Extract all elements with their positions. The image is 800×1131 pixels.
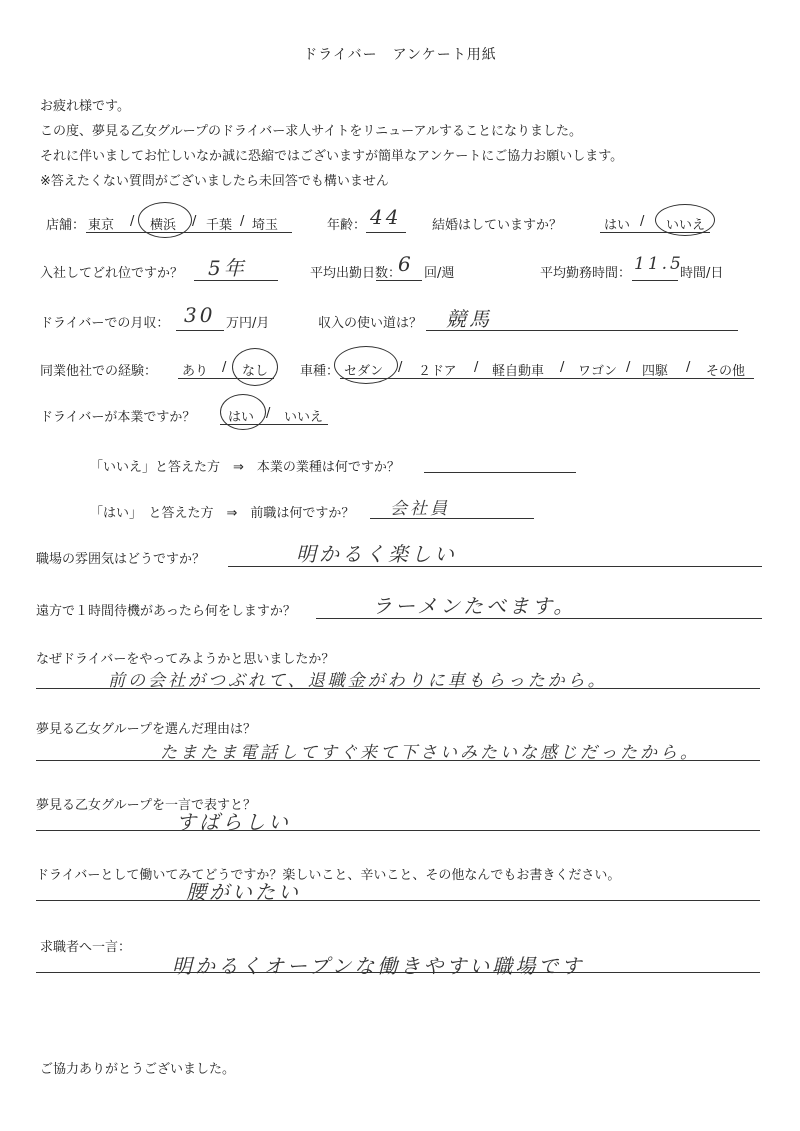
married-label: 結婚はしていますか？ xyxy=(432,218,563,233)
car-option-2door: ２ドア xyxy=(418,364,457,379)
intro-line: この度、夢見る乙女グループのドライバー求人サイトをリニューアルすることになりました。 xyxy=(40,124,582,139)
store-separator: / xyxy=(130,214,135,229)
if-no-label: 「いいえ」と答えた方 ⇒ 本業の業種は何ですか？ xyxy=(90,460,400,475)
experience-underline xyxy=(178,378,274,379)
car-separator: / xyxy=(398,360,403,375)
car-label: 車種： xyxy=(300,364,340,379)
q-oneword-underline xyxy=(36,830,760,831)
main-job-option-no: いいえ xyxy=(284,410,324,425)
q-feel-label: ドライバーとして働いてみてどうですか？楽しいこと、辛いこと、その他なんでもお書きください。 xyxy=(36,868,621,883)
tenure-label: 入社してどれ位ですか？ xyxy=(40,266,184,281)
main-job-label: ドライバーが本業ですか？ xyxy=(40,410,196,425)
avg-hours-answer: 11.5 xyxy=(634,254,684,274)
income-answer: 30 xyxy=(184,303,216,327)
married-separator: / xyxy=(640,214,645,229)
q-why-label: なぜドライバーをやってみようかと思いましたか？ xyxy=(36,652,335,667)
age-underline xyxy=(366,232,406,233)
experience-separator: / xyxy=(222,360,227,375)
store-label: 店舗： xyxy=(46,218,86,233)
q-why-answer: 前の会社がつぶれて、退職金がわりに車もらったから。 xyxy=(108,671,608,691)
experience-option-yes: あり xyxy=(182,364,209,379)
q-oneword-label: 夢見る乙女グループを一言で表すと？ xyxy=(36,798,256,813)
q-atmosphere-label: 職場の雰囲気はどうですか？ xyxy=(36,552,206,567)
q-wait-answer: ラーメンたべます。 xyxy=(372,594,577,618)
main-job-separator: / xyxy=(266,406,271,421)
q-atmosphere-underline xyxy=(228,566,762,567)
avg-hours-label: 平均勤務時間： xyxy=(540,266,632,281)
q-reason-answer: たまたま電話してすぐ来て下さいみたいな感じだったから。 xyxy=(160,743,700,763)
car-separator: / xyxy=(686,360,691,375)
q-reason-underline xyxy=(36,760,760,761)
car-option-kei: 軽自動車 xyxy=(492,364,545,379)
age-answer: 44 xyxy=(370,205,402,229)
form-title: ドライバー アンケート用紙 xyxy=(303,47,497,63)
q-feel-answer: 腰がいたい xyxy=(186,880,301,904)
age-label: 年齢： xyxy=(327,218,367,233)
avg-days-underline xyxy=(376,280,422,281)
income-label: ドライバーでの月収： xyxy=(40,316,170,331)
intro-line: ※答えたくない質問がございましたら未回答でも構いません xyxy=(40,174,389,189)
q-message-answer: 明かるくオープンな働きやすい職場です xyxy=(172,954,585,978)
if-yes-answer: 会社員 xyxy=(390,499,450,519)
q-atmosphere-answer: 明かるく楽しい xyxy=(296,542,457,566)
car-separator: / xyxy=(474,360,479,375)
car-option-sedan: セダン xyxy=(344,364,384,379)
avg-days-answer: 6 xyxy=(398,252,414,276)
q-oneword-answer: すばらしい xyxy=(176,810,291,834)
usage-label: 収入の使い道は？ xyxy=(318,316,423,331)
income-unit: 万円/月 xyxy=(226,316,270,331)
usage-answer: 競馬 xyxy=(446,307,492,331)
q-message-underline xyxy=(36,972,760,973)
store-underline xyxy=(86,232,292,233)
car-option-other: その他 xyxy=(706,364,746,379)
q-why-underline xyxy=(36,688,760,689)
car-separator: / xyxy=(626,360,631,375)
experience-label: 同業他社での経験： xyxy=(40,364,158,379)
store-option-saitama: 埼玉 xyxy=(252,218,279,233)
store-separator: / xyxy=(240,214,245,229)
intro-line: それに伴いましてお忙しいなか誠に恐縮ではございますが簡単なアンケートにご協力お願いします。 xyxy=(40,149,624,164)
married-option-no: いいえ xyxy=(666,218,706,233)
thanks-text: ご協力ありがとうございました。 xyxy=(40,1062,236,1077)
avg-days-unit: 回/週 xyxy=(424,266,455,281)
avg-days-label: 平均出勤日数： xyxy=(310,266,402,281)
intro-line: お疲れ様です。 xyxy=(40,99,130,114)
car-separator: / xyxy=(560,360,565,375)
store-separator: / xyxy=(192,214,197,229)
q-wait-underline xyxy=(316,618,762,619)
if-yes-label: 「はい」 と答えた方 ⇒ 前職は何ですか？ xyxy=(90,506,355,521)
store-option-tokyo: 東京 xyxy=(88,218,115,233)
car-option-wagon: ワゴン xyxy=(578,364,618,379)
car-underline xyxy=(340,378,754,379)
store-option-chiba: 千葉 xyxy=(206,218,233,233)
if-no-underline xyxy=(424,472,576,473)
car-option-4wd: 四駆 xyxy=(642,364,669,379)
if-yes-underline xyxy=(370,518,534,519)
store-option-yokohama: 横浜 xyxy=(150,218,177,233)
avg-hours-underline xyxy=(632,280,678,281)
experience-option-no: なし xyxy=(242,364,269,379)
selection-circle xyxy=(232,348,278,386)
q-feel-underline xyxy=(36,900,760,901)
income-underline xyxy=(176,330,224,331)
q-reason-label: 夢見る乙女グループを選んだ理由は？ xyxy=(36,722,256,737)
usage-underline xyxy=(426,330,738,331)
main-job-underline xyxy=(220,424,328,425)
q-message-label: 求職者へ一言： xyxy=(40,940,132,955)
tenure-underline xyxy=(194,280,278,281)
married-underline xyxy=(600,232,710,233)
avg-hours-unit: 時間/日 xyxy=(680,266,724,281)
married-option-yes: はい xyxy=(604,218,631,233)
q-wait-label: 遠方で１時間待機があったら何をしますか？ xyxy=(36,604,296,619)
tenure-answer: 5年 xyxy=(208,256,247,280)
main-job-option-yes: はい xyxy=(228,410,255,425)
